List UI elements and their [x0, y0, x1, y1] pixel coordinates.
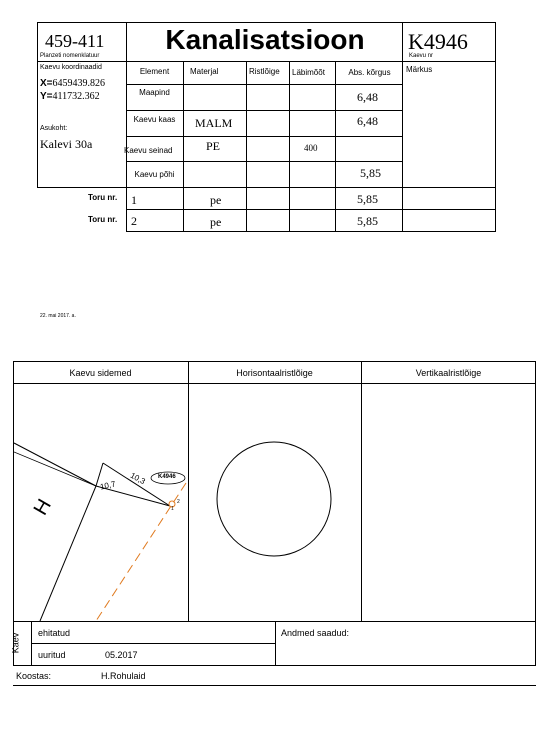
pipe-abs: 5,85 [357, 214, 378, 228]
surveyed-date: 05.2017 [105, 650, 138, 660]
pipe-number: 2 [131, 214, 137, 228]
coords-label: Kaevu koordinaadid [40, 64, 102, 71]
well-number-caption: Kaevu nr [409, 53, 434, 59]
data-from-label: Andmed saadud: [281, 628, 350, 638]
built-label: ehitatud [38, 628, 71, 638]
page-title: Kanalisatsioon [165, 24, 365, 55]
well-number: K4946 [408, 29, 468, 54]
col-material: Materjal [190, 67, 219, 76]
row-element: Kaevu põhi [134, 170, 175, 179]
row-material: MALM [195, 116, 233, 130]
tie-dimension-2: 10,3 [128, 470, 147, 487]
surveyed-label: uuritud [38, 650, 66, 660]
row-element: Kaevu seinad [124, 146, 173, 155]
pipe-material: pe [210, 215, 222, 229]
col-element: Element [139, 67, 170, 76]
row-abs: 6,48 [357, 90, 378, 104]
tie-dimension-1: 10,7 [99, 479, 117, 492]
pipe-label: Toru nr. [88, 193, 118, 202]
compiled-by: H.Rohulaid [101, 671, 146, 681]
well-tag: K4946 [158, 474, 176, 480]
pipe-2-marker: 2 [177, 499, 180, 505]
horizontal-section-circle [189, 384, 361, 621]
nomenclature: 459-411 [45, 31, 105, 51]
row-abs: 5,85 [360, 166, 381, 180]
pipe-material: pe [210, 193, 222, 207]
address-value: Kalevi 30a [40, 137, 93, 151]
vertical-section-header: Vertikaalristlõige [415, 368, 482, 378]
row-element: Kaevu kaas [133, 115, 176, 124]
well-vertical-label: Kaev [10, 632, 21, 654]
col-abs-height: Abs. kõrgus [348, 68, 391, 77]
col-remarks: Märkus [406, 65, 433, 74]
row-abs: 6,48 [357, 114, 378, 128]
col-diameter: Läbimõõt [292, 68, 325, 77]
horizontal-section-header: Horisontaalristlõige [236, 368, 313, 378]
row-diameter: 400 [304, 143, 318, 153]
y-coordinate: Y=411732.362 [40, 91, 100, 102]
pipe-1-marker: 1 [171, 506, 174, 512]
x-coordinate: X=6459439.826 [40, 78, 106, 89]
pipe-abs: 5,85 [357, 192, 378, 206]
date-note: 22. mai 2017. a. [40, 313, 76, 319]
nomenclature-caption: Planzeti nomenklatuur [40, 53, 100, 59]
ties-header: Kaevu sidemed [69, 368, 132, 378]
row-element: Maapind [139, 88, 170, 97]
col-section: Ristlõige [249, 67, 280, 76]
remarks-box [402, 61, 496, 188]
pipe-number: 1 [131, 193, 137, 207]
house-letter: H [29, 495, 56, 520]
pipe-label: Toru nr. [88, 215, 118, 224]
row-material: PE [206, 139, 221, 153]
compiled-label: Koostas: [16, 671, 52, 681]
address-label: Asukoht: [40, 125, 68, 132]
